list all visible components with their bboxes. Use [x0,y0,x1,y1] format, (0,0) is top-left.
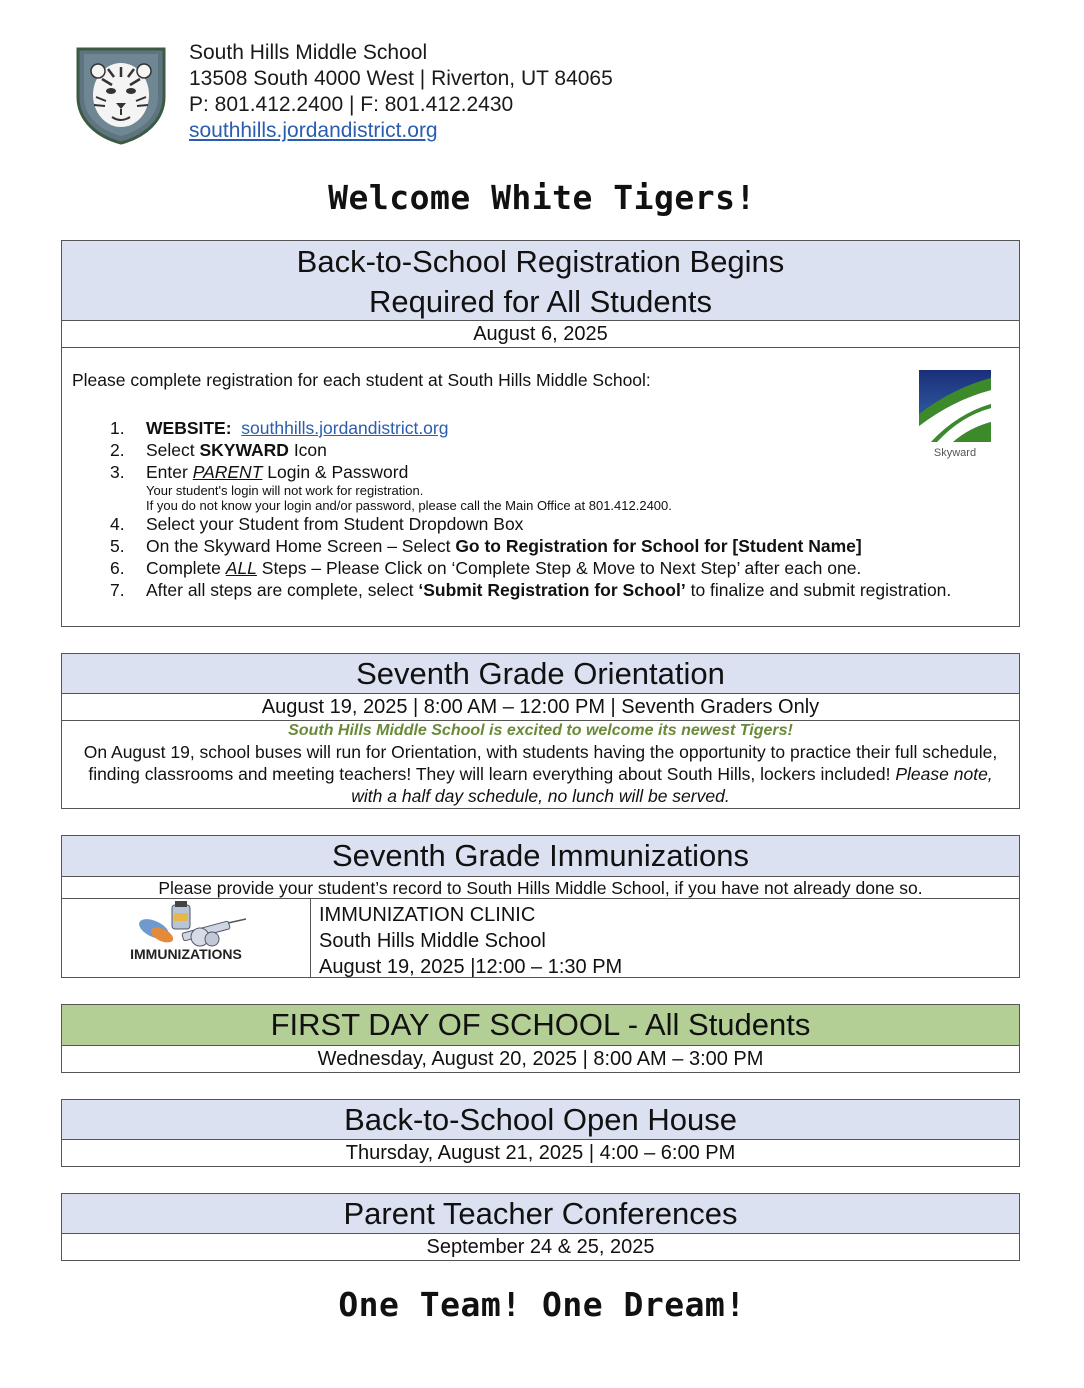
step-bold: SKYWARD [199,440,289,460]
school-website-link[interactable]: southhills.jordandistrict.org [189,119,438,142]
step-text: Select [146,440,200,460]
registration-intro: Please complete registration for each student at South Hills Middle School: [72,370,651,390]
tiger-shield-logo-icon [72,45,170,145]
step-emphasis: ALL [225,558,257,578]
orientation-section [61,653,1020,809]
open-house-section [61,1099,1020,1167]
registration-title-line2: Required for All Students [369,284,712,319]
step-number: 4. [110,514,125,534]
step-text: Steps – Please Click on ‘Complete Step & Move to Next Step’ after each one. [256,558,862,578]
step-note: If you do not know your login and/or password, please call the Main Office at 801.412.2400. [146,498,672,513]
motto-heading: One Team! One Dream! [338,1285,746,1324]
step-item [110,535,1019,557]
step-emphasis: PARENT [192,462,263,482]
step-text: After all steps are complete, select [146,580,419,600]
step-item [110,417,1019,439]
immunizations-icon [62,899,311,977]
orientation-details: August 19, 2025 | 8:00 AM – 12:00 PM | Seventh Graders Only [62,694,1019,721]
immunizations-instruction: Please provide your student’s record to South Hills Middle School, if you have not already done so. [62,877,1019,899]
immunizations-title: Seventh Grade Immunizations [62,836,1019,877]
step-text: Icon [288,440,327,460]
registration-body [62,348,1019,601]
step-bold: WEBSITE: [146,418,232,438]
conferences-details: September 24 & 25, 2025 [426,1236,655,1258]
step-number: 3. [110,462,125,482]
registration-date: August 6, 2025 [62,321,1019,348]
school-address-block [189,40,613,144]
orientation-note: Please note, with a half day schedule, no lunch will be served. [351,764,993,806]
orientation-title: Seventh Grade Orientation [62,654,1019,694]
registration-steps [72,417,1019,601]
step-bold: ‘Submit Registration for School’ [418,580,686,600]
immunization-clinic-row [62,899,1019,977]
first-day-title: FIRST DAY OF SCHOOL - All Students [62,1005,1019,1046]
step-number: 6. [110,558,125,578]
orientation-body [62,721,1019,807]
clinic-location: South Hills Middle School [319,930,546,952]
step-item [110,513,1019,535]
conferences-section [61,1193,1020,1261]
step-number: 5. [110,536,125,556]
step-bold: Go to Registration for School for [Student Name] [455,536,862,556]
orientation-tagline: South Hills Middle School is excited to welcome its newest Tigers! [288,722,793,739]
first-day-section [61,1004,1020,1073]
skyward-label: Skyward [933,447,977,459]
orientation-text: On August 19, school buses will run for Orientation, with students having the opportunity to practice their full schedule, finding classrooms and meeting teachers! They will learn everything about South Hills, lockers included! [83,742,998,784]
letterhead [72,40,972,150]
step-text: to finalize and submit registration. [685,580,952,600]
step-note: Your student's login will not work for registration. [146,483,424,498]
step-number: 1. [110,418,125,438]
step-item [110,579,1019,601]
step-number: 2. [110,440,125,460]
registration-section [61,240,1020,627]
conferences-title: Parent Teacher Conferences [62,1194,1019,1234]
open-house-details: Thursday, August 21, 2025 | 4:00 – 6:00 PM [345,1142,736,1164]
step-item [110,439,1019,461]
immunizations-image-label: IMMUNIZATIONS [130,946,242,962]
step-item [110,557,1019,579]
clinic-title: IMMUNIZATION CLINIC [319,904,536,926]
skyward-logo-icon [917,370,993,460]
school-phone: P: 801.412.2400 | F: 801.412.2430 [189,93,514,116]
school-address: 13508 South 4000 West | Riverton, UT 84065 [189,67,613,90]
immunization-clinic-info [311,899,622,977]
step-item [110,461,1019,513]
step-text: Complete [146,558,226,578]
step-text: On the Skyward Home Screen – Select [146,536,456,556]
clinic-time: August 19, 2025 |12:00 – 1:30 PM [319,956,623,978]
first-day-details: Wednesday, August 20, 2025 | 8:00 AM – 3:00 PM [317,1048,764,1070]
welcome-heading: Welcome White Tigers! [328,178,756,217]
open-house-title: Back-to-School Open House [62,1100,1019,1140]
immunizations-section [61,835,1020,978]
step-text: Login & Password [262,462,409,482]
step-text: Enter [146,462,193,482]
school-name: South Hills Middle School [189,41,428,64]
step-text: Select your Student from Student Dropdown Box [146,514,524,534]
step-number: 7. [110,580,125,600]
registration-title [62,241,1019,321]
registration-website-link[interactable]: southhills.jordandistrict.org [241,418,449,438]
registration-title-line1: Back-to-School Registration Begins [296,244,785,279]
